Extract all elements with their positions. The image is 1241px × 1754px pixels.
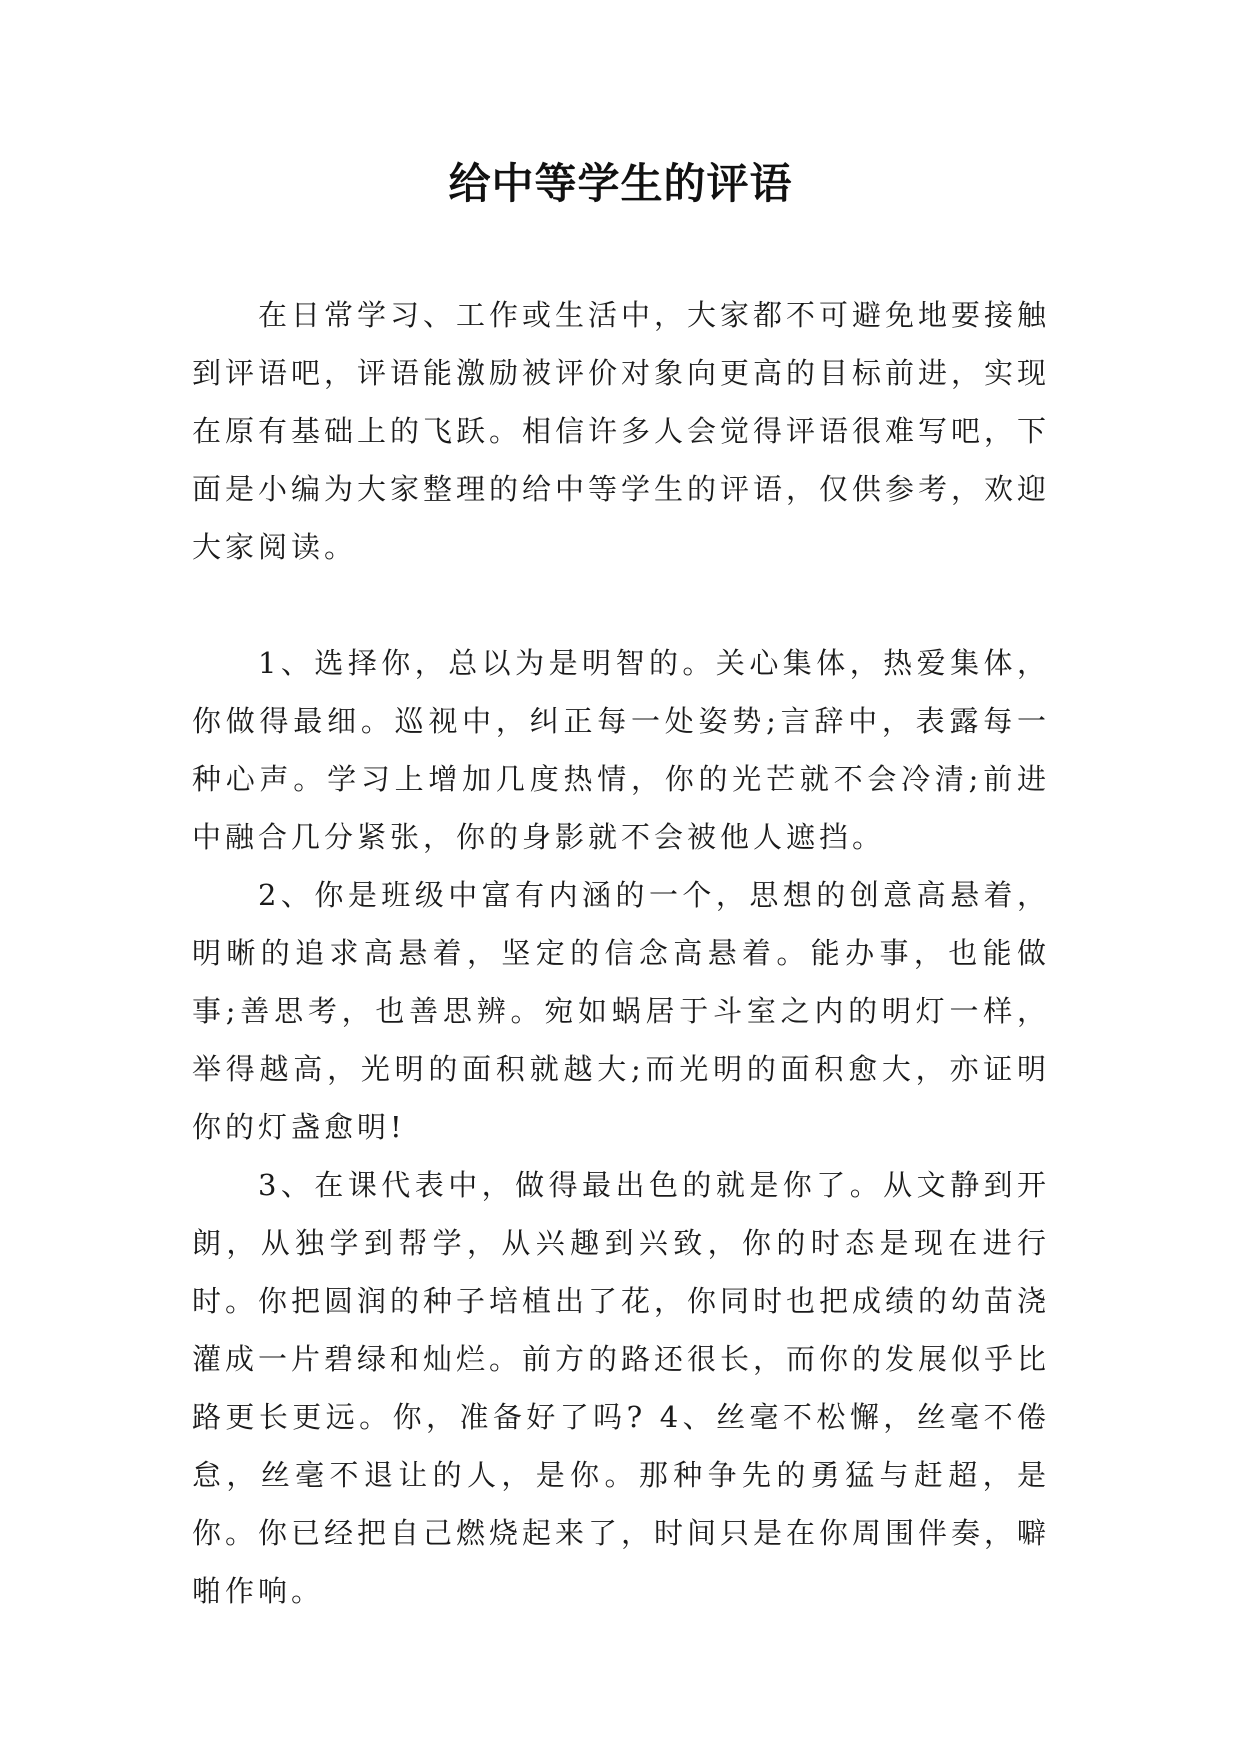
comment-paragraph-1: 1、选择你，总以为是明智的。关心集体，热爱集体，你做得最细。巡视中，纠正每一处姿势;言辞中，表露每一种心声。学习上增加几度热情，你的光芒就不会冷清;前进中融合几分紧张，你的身影就不会被他人遮挡。 — [192, 646, 1050, 854]
comment-paragraph-3: 3、在课代表中，做得最出色的就是你了。从文静到开朗，从独学到帮学，从兴趣到兴致，你的时态是现在进行时。你把圆润的种子培植出了花，你同时也把成绩的幼苗浇灌成一片碧绿和灿烂。前方的路还很长，而你的发展似乎比路更长更远。你，准备好了吗? 4、丝毫不松懈，丝毫不倦怠，丝毫不退让的人，是你。那种争先的勇猛与赶超，是你。你已经把自己燃烧起来了，时间只是在你周围伴奏，噼啪作响。 — [192, 1168, 1051, 1608]
page-title: 给中等学生的评语 — [448, 159, 793, 208]
comment-paragraph-2: 2、你是班级中富有内涵的一个，思想的创意高悬着，明晰的追求高悬着，坚定的信念高悬着。能办事，也能做事;善思考，也善思辨。宛如蜗居于斗室之内的明灯一样，举得越高，光明的面积就越大;而光明的面积愈大，亦证明你的灯盏愈明! — [192, 878, 1050, 1144]
intro-paragraph: 在日常学习、工作或生活中，大家都不可避免地要接触到评语吧，评语能激励被评价对象向更高的目标前进，实现在原有基础上的飞跃。相信许多人会觉得评语很难写吧，下面是小编为大家整理的给中等学生的评语，仅供参考，欢迎大家阅读。 — [192, 298, 1051, 564]
paragraph-spacer — [192, 576, 1050, 634]
document-body — [192, 286, 1050, 1620]
